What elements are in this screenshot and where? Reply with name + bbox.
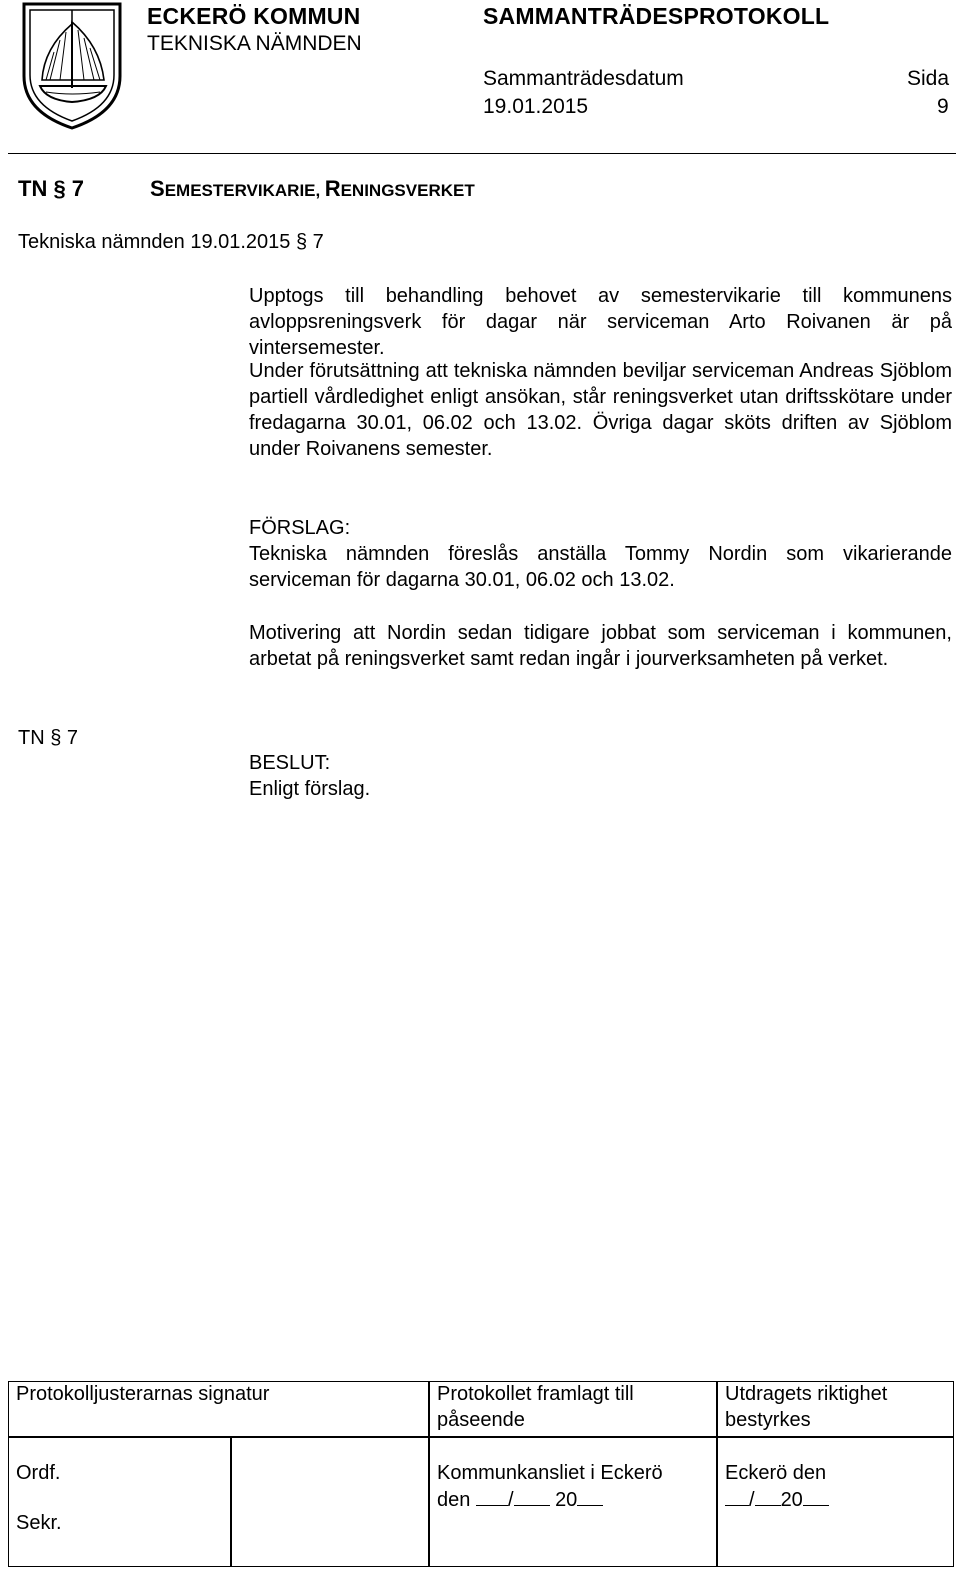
municipality-name: ECKERÖ KOMMUN bbox=[147, 3, 361, 29]
extract-month-blank bbox=[755, 1485, 781, 1506]
signature-header: Protokolljusterarnas signatur bbox=[16, 1383, 270, 1405]
proposal-text: Tekniska nämnden föreslås anställa Tommy Nordin som vikarierande serviceman för dagarna 30.01, 06.02 och 13.02. bbox=[249, 543, 952, 591]
meeting-date-value: 19.01.2015 bbox=[483, 95, 589, 118]
coat-of-arms-logo bbox=[20, 0, 124, 130]
chair-label: Ordf. bbox=[16, 1462, 61, 1484]
posted-date-den: den bbox=[437, 1489, 471, 1511]
page-label: Sida bbox=[907, 67, 950, 90]
posted-date-year: 20 bbox=[555, 1489, 578, 1511]
decision-reference: TN § 7 bbox=[18, 727, 79, 749]
extract-date-year: 20 bbox=[780, 1489, 803, 1511]
decision-label: BESLUT: bbox=[249, 752, 331, 774]
divider-col2 bbox=[428, 1381, 430, 1567]
secretary-label: Sekr. bbox=[16, 1512, 62, 1534]
extract-header-line1: Utdragets riktighet bbox=[725, 1383, 888, 1405]
paragraph-intro: Upptogs till behandling behovet av semestervikarie till kommunens avloppsreningsverk för dagar när serviceman Arto Roivanen är på vintersemester. bbox=[249, 285, 952, 359]
extract-date-slash: / bbox=[749, 1489, 755, 1511]
decision-text: Enligt förslag. bbox=[249, 778, 371, 800]
posted-location: Kommunkansliet i Eckerö bbox=[437, 1462, 663, 1484]
extract-day-blank bbox=[725, 1485, 749, 1506]
section-title-initial-1: S bbox=[150, 176, 165, 201]
extract-date-line bbox=[725, 1485, 829, 1513]
posted-date-line bbox=[437, 1485, 603, 1513]
meeting-date-label: Sammanträdesdatum bbox=[483, 67, 684, 90]
posted-header-line2: påseende bbox=[437, 1409, 525, 1431]
extract-header-line2: bestyrkes bbox=[725, 1409, 811, 1431]
posted-header-line1: Protokollet framlagt till bbox=[437, 1383, 634, 1405]
motivation-text: Motivering att Nordin sedan tidigare jobbat som serviceman i kommunen, arbetat på reningsverket samt redan ingår i jourverksamheten på verket. bbox=[249, 622, 952, 670]
paragraph-conditions: Under förutsättning att tekniska nämnden beviljar serviceman Andreas Sjöblom partiell vårdledighet enligt ansökan, står reningsverket utan driftsskötare under fredagarna 30.01, 06.02 och 13.02. Övriga dagar sköts driften av Sjöblom under Roivanens semester. bbox=[249, 360, 952, 460]
signature-table bbox=[8, 1381, 954, 1567]
header-divider bbox=[8, 153, 956, 154]
committee-name: TEKNISKA NÄMNDEN bbox=[147, 32, 362, 55]
divider-sig-left bbox=[230, 1437, 232, 1567]
extract-year-blank bbox=[803, 1485, 829, 1506]
posted-month-blank bbox=[514, 1485, 550, 1506]
section-title bbox=[150, 176, 475, 202]
posted-year-blank bbox=[577, 1485, 603, 1506]
document-type: SAMMANTRÄDESPROTOKOLL bbox=[483, 3, 830, 29]
divider-col3 bbox=[716, 1381, 718, 1567]
section-title-rest-1: EMESTERVIKARIE, bbox=[164, 181, 321, 200]
extract-location: Eckerö den bbox=[725, 1462, 827, 1484]
page-number: 9 bbox=[937, 95, 949, 118]
posted-date-slash: / bbox=[507, 1489, 514, 1511]
section-title-initial-2: R bbox=[324, 176, 341, 201]
section-reference: Tekniska nämnden 19.01.2015 § 7 bbox=[18, 231, 324, 253]
divider-row bbox=[8, 1436, 954, 1438]
section-number: TN § 7 bbox=[18, 176, 85, 201]
posted-day-blank bbox=[476, 1485, 508, 1506]
section-title-rest-2: ENINGSVERKET bbox=[340, 181, 475, 200]
proposal-label: FÖRSLAG: bbox=[249, 517, 351, 539]
